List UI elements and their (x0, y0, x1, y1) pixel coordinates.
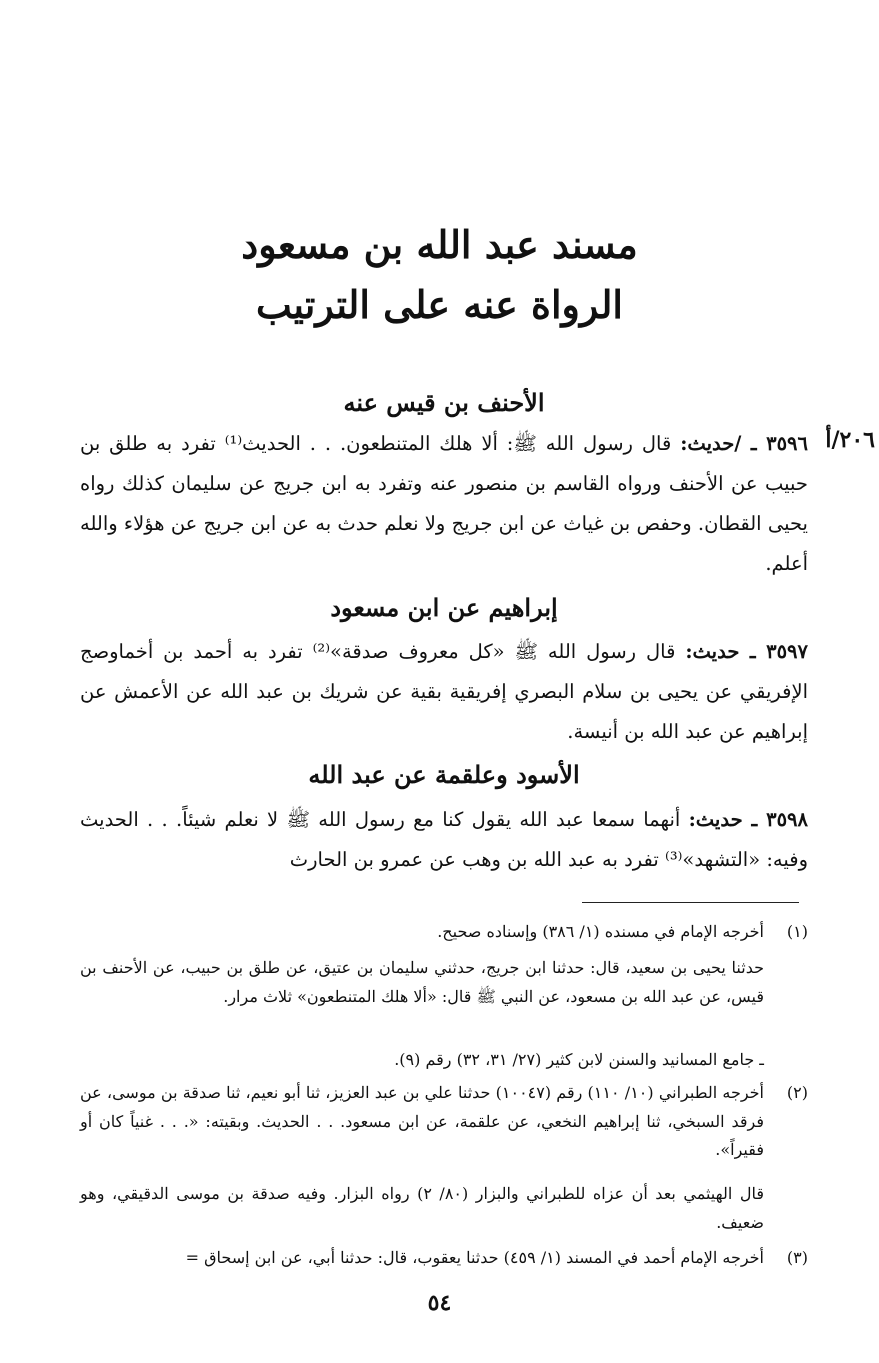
footnote (80, 1180, 808, 1237)
manuscript-folio-note: ٢٠٦/أ (825, 427, 875, 453)
footnote (80, 954, 808, 1011)
hadith-number: ٣٥٩٦ ـ /حديث: (680, 432, 808, 455)
hadith-text: أنهما سمعا عبد الله يقول كنا مع رسول الله ﷺ لا نعلم شيئاً. . . الحديث وفيه: «التشهد»⁽³⁾ تفرد به عبد الله بن وهب عن عمرو بن الحارث (80, 808, 808, 871)
footnote-text: قال الهيثمي بعد أن عزاه للطبراني والبزار (٨٠/ ٢) رواه البزار. وفيه صدقة بن موسى الدقيقي، وهو ضعيف. (80, 1184, 764, 1232)
page-subtitle: الرواة عنه على الترتيب (256, 282, 623, 327)
page-title: مسند عبد الله بن مسعود (241, 222, 638, 267)
footnote-text: ـ جامع المسانيد والسنن لابن كثير (٢٧/ ٣١، ٣٢) رقم (٩). (394, 1050, 764, 1069)
footnote-text: أخرجه الإمام في مسنده (١/ ٣٨٦) وإسناده صحيح. (437, 922, 764, 941)
footnote (80, 918, 808, 947)
footnote (80, 1244, 808, 1273)
section-heading: الأحنف بن قيس عنه (343, 388, 545, 417)
hadith-entry (80, 632, 808, 752)
footnote-mark: (٣) (786, 1248, 808, 1267)
hadith-text: قال رسول الله ﷺ «كل معروف صدقة»⁽²⁾ تفرد به أحمد بن أخماوصج الإفريقي عن يحيى بن سلام البصري إفريقية بقية عن شريك بن عبد الله عن الأعمش عن إبراهيم عن عبد الله بن أنيسة. (80, 640, 808, 743)
hadith-entry (80, 424, 808, 584)
footnote (80, 1046, 808, 1075)
page-number: ٥٤ (427, 1290, 452, 1316)
footnote-text: أخرجه الإمام أحمد في المسند (١/ ٤٥٩) حدثنا يعقوب، قال: حدثنا أبي، عن ابن إسحاق = (185, 1248, 764, 1267)
footnote (80, 1079, 808, 1165)
footnote-mark: (١) (786, 922, 808, 941)
hadith-number: ٣٥٩٨ ـ حديث: (688, 808, 808, 831)
footnote-separator (582, 902, 799, 903)
hadith-entry (80, 800, 808, 880)
section-heading: الأسود وعلقمة عن عبد الله (308, 760, 580, 789)
section-heading: إبراهيم عن ابن مسعود (330, 593, 558, 622)
hadith-number: ٣٥٩٧ ـ حديث: (685, 640, 808, 663)
footnote-text: أخرجه الطبراني (١٠/ ١١٠) رقم (١٠٠٤٧) حدثنا علي بن عبد العزيز، ثنا أبو نعيم، ثنا صدقة بن موسى، عن فرقد السبخي، ثنا إبراهيم النخعي، عن علقمة، عن ابن مسعود. . . الحديث. وبقيته: «. . . غنياً كان أو فقيراً». (80, 1083, 765, 1159)
footnote-mark: (٢) (786, 1083, 808, 1102)
hadith-text: قال رسول الله ﷺ: ألا هلك المتنطعون. . . الحديث⁽¹⁾ تفرد به طلق بن حبيب عن الأحنف ورواه القاسم بن منصور عنه وتفرد به ابن جريج عن سليمان كذلك رواه يحيى القطان. وحفص بن غياث عن ابن جريج ولا نعلم حدث به عن ابن جريج عن هؤلاء والله أعلم. (80, 432, 808, 575)
footnote-text: حدثنا يحيى بن سعيد، قال: حدثنا ابن جريج، حدثني سليمان بن عتيق، عن طلق بن حبيب، عن الأحنف بن قيس، عن عبد الله بن مسعود، عن النبي ﷺ قال: «ألا هلك المتنطعون» ثلاث مرار. (80, 958, 764, 1006)
